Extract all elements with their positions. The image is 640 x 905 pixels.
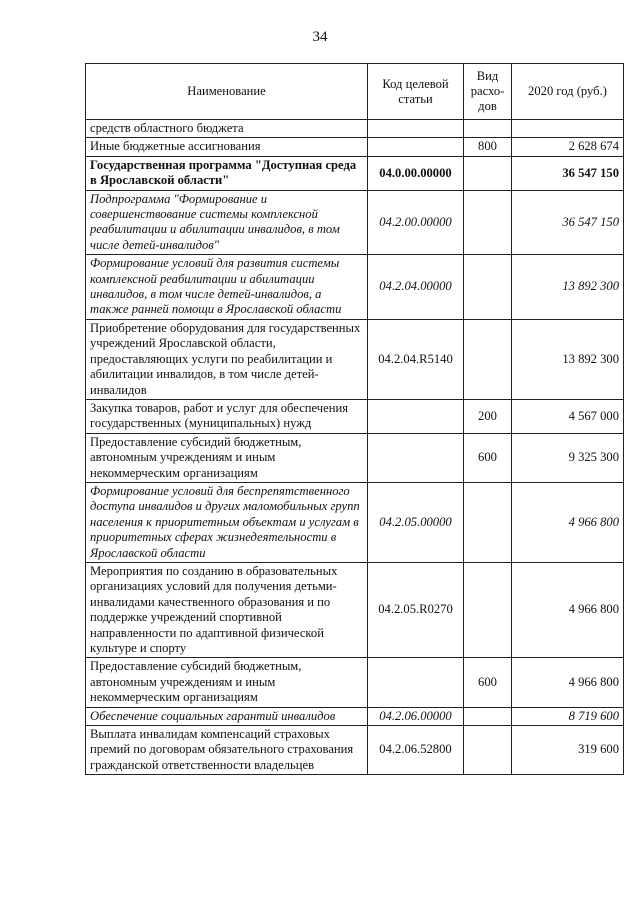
- row-code: 04.0.00.00000: [368, 156, 464, 190]
- row-expense-type: [464, 255, 512, 320]
- row-code: 04.2.06.52800: [368, 726, 464, 775]
- table-row: [86, 255, 624, 320]
- table-row: [86, 190, 624, 255]
- row-code: [368, 433, 464, 482]
- table-row: [86, 707, 624, 725]
- header-type: Вид расхо-дов: [464, 64, 512, 120]
- row-expense-type: [464, 190, 512, 255]
- row-amount: 13 892 300: [512, 255, 624, 320]
- table-row: [86, 482, 624, 562]
- row-name: Формирование условий для развития системы комплексной реабилитации и абилитации инвалидов, в том числе детей-инвалидов, а также ранней помощи в Ярославской области: [86, 255, 368, 320]
- page-number: 34: [312, 29, 328, 45]
- table-row: [86, 399, 624, 433]
- table-row: [86, 658, 624, 707]
- table-body: [86, 120, 624, 775]
- row-name: Предоставление субсидий бюджетным, автономным учреждениям и иным некоммерческим организациям: [86, 433, 368, 482]
- table-row: [86, 433, 624, 482]
- row-name: Формирование условий для беспрепятственного доступа инвалидов и других маломобильных групп населения к приоритетным объектам и услугам в приоритетных сферах жизнедеятельности в Ярославской области: [86, 482, 368, 562]
- row-amount: 8 719 600: [512, 707, 624, 725]
- row-expense-type: [464, 319, 512, 399]
- row-name: Мероприятия по созданию в образовательных организациях условий для получения детьми-инвалидами качественного образования и по поддержке учреждений спортивной направленности по адаптивной физической культуре и спорту: [86, 562, 368, 657]
- row-expense-type: 600: [464, 658, 512, 707]
- row-amount: 4 966 800: [512, 658, 624, 707]
- row-code: [368, 138, 464, 156]
- row-name: Иные бюджетные ассигнования: [86, 138, 368, 156]
- table-row: [86, 319, 624, 399]
- row-name: средств областного бюджета: [86, 120, 368, 138]
- row-expense-type: 200: [464, 399, 512, 433]
- row-expense-type: [464, 120, 512, 138]
- row-expense-type: [464, 156, 512, 190]
- row-name: Обеспечение социальных гарантий инвалидов: [86, 707, 368, 725]
- row-code: 04.2.00.00000: [368, 190, 464, 255]
- row-code: [368, 120, 464, 138]
- table-row: [86, 156, 624, 190]
- table-row: [86, 726, 624, 775]
- row-amount: 2 628 674: [512, 138, 624, 156]
- table-row: [86, 138, 624, 156]
- row-amount: 36 547 150: [512, 190, 624, 255]
- row-code: 04.2.04.00000: [368, 255, 464, 320]
- row-expense-type: [464, 482, 512, 562]
- row-code: [368, 658, 464, 707]
- header-sum: 2020 год (руб.): [512, 64, 624, 120]
- header-code: Код целевой статьи: [368, 64, 464, 120]
- row-amount: 319 600: [512, 726, 624, 775]
- row-amount: 9 325 300: [512, 433, 624, 482]
- budget-table: [85, 63, 624, 775]
- row-code: 04.2.06.00000: [368, 707, 464, 725]
- row-name: Закупка товаров, работ и услуг для обеспечения государственных (муниципальных) нужд: [86, 399, 368, 433]
- row-expense-type: 600: [464, 433, 512, 482]
- row-expense-type: [464, 707, 512, 725]
- row-code: 04.2.04.R5140: [368, 319, 464, 399]
- row-expense-type: [464, 726, 512, 775]
- table-row: [86, 562, 624, 657]
- row-amount: 36 547 150: [512, 156, 624, 190]
- row-name: Приобретение оборудования для государственных учреждений Ярославской области, предоставляющих услуги по реабилитации и абилитации инвалидов, в том числе детей-инвалидов: [86, 319, 368, 399]
- row-code: 04.2.05.R0270: [368, 562, 464, 657]
- row-code: [368, 399, 464, 433]
- row-code: 04.2.05.00000: [368, 482, 464, 562]
- row-name: Выплата инвалидам компенсаций страховых премий по договорам обязательного страхования гражданской ответственности владельцев: [86, 726, 368, 775]
- row-expense-type: [464, 562, 512, 657]
- header-name: Наименование: [86, 64, 368, 120]
- row-name: Государственная программа "Доступная среда в Ярославской области": [86, 156, 368, 190]
- row-amount: 4 966 800: [512, 482, 624, 562]
- row-name: Предоставление субсидий бюджетным, автономным учреждениям и иным некоммерческим организациям: [86, 658, 368, 707]
- table-row: [86, 120, 624, 138]
- row-amount: 4 966 800: [512, 562, 624, 657]
- row-amount: 13 892 300: [512, 319, 624, 399]
- table-header-row: [86, 64, 624, 120]
- row-amount: 4 567 000: [512, 399, 624, 433]
- row-expense-type: 800: [464, 138, 512, 156]
- row-amount: [512, 120, 624, 138]
- row-name: Подпрограмма "Формирование и совершенствование системы комплексной реабилитации и абилитации инвалидов, в том числе детей-инвалидов": [86, 190, 368, 255]
